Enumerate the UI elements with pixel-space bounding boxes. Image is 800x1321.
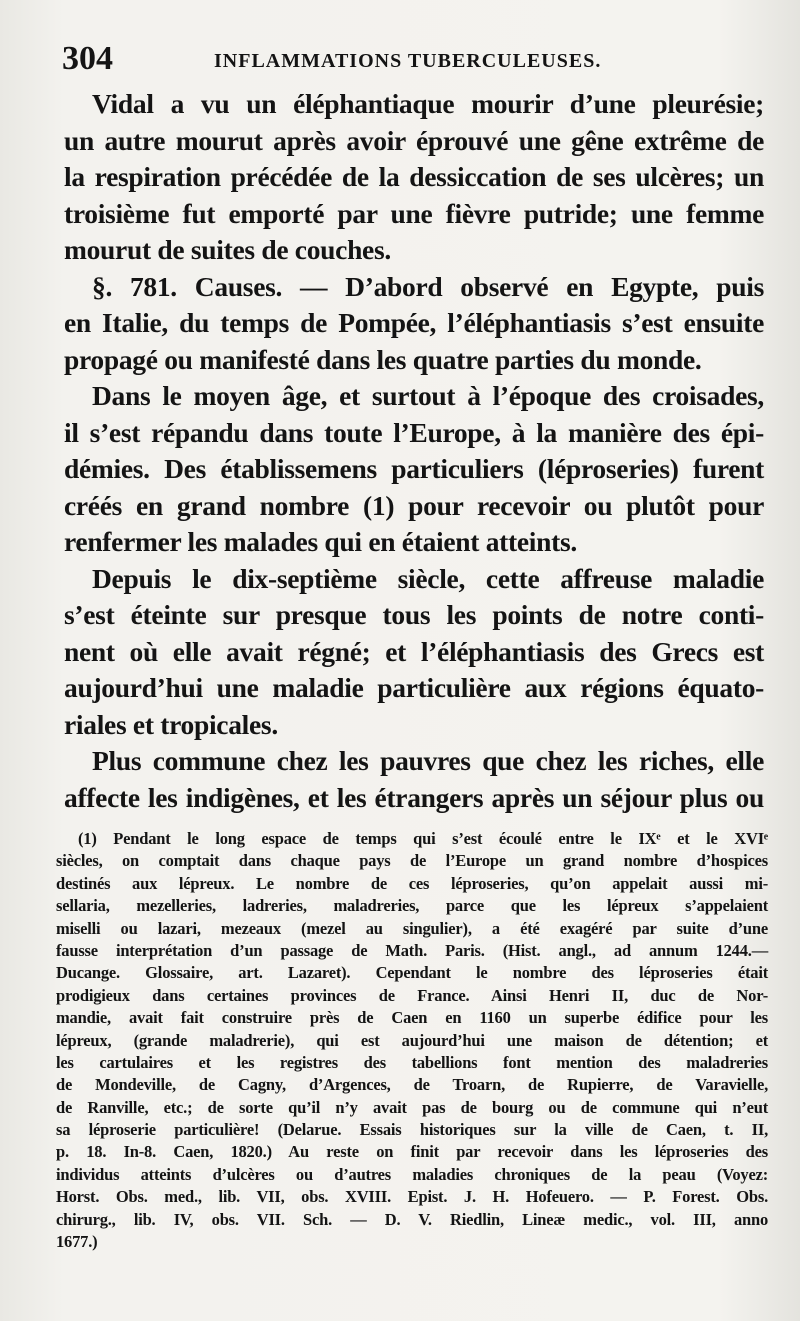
body-line: s’est éteinte sur presque tous les points de notre conti- (64, 599, 764, 630)
footnote-line: miselli ou lazari, mezeaux (mezel au singulier), a été exagéré par suite d’une (56, 918, 768, 938)
body-line: §. 781. Causes. — D’abord observé en Egypte, puis (92, 270, 764, 302)
footnote-line: chirurg., lib. IV, obs. VII. Sch. — D. V. Riedlin, Lineæ medic., vol. III, anno (56, 1209, 768, 1229)
body-line: Plus commune chez les pauvres que chez les riches, elle (92, 745, 764, 776)
footnote-line: individus atteints d’ulcères ou d’autres maladies chroniques de la peau (Voyez: (56, 1164, 768, 1184)
body-line: il s’est répandu dans toute l’Europe, à la manière des épi- (64, 416, 764, 448)
body-line: Vidal a vu un éléphantiaque mourir d’une pleurésie; (92, 88, 764, 119)
footnote-line: Horst. Obs. med., lib. VII, obs. XVIII. Epist. J. H. Hofeuero. — P. Forest. Obs. (56, 1187, 768, 1207)
footnote-line: fausse interprétation d’un passage de Math. Paris. (Hist. angl., ad annum 1244.— (56, 940, 768, 960)
footnote-line: les cartulaires et les registres des tabellions font mention des maladreries (56, 1052, 768, 1072)
body-line: affecte les indigènes, et les étrangers après un séjour plus ou (64, 781, 764, 813)
footnote-line: de Mondeville, de Cagny, d’Argences, de Troarn, de Rupierre, de Varavielle, (56, 1075, 768, 1095)
footnote (56, 828, 768, 1253)
body-line: créés en grand nombre (1) pour recevoir ou plutôt pour (64, 489, 764, 521)
footnote-line: p. 18. In-8. Caen, 1820.) Au reste on finit par recevoir dans les léproseries des (56, 1142, 768, 1162)
page-header (62, 40, 762, 80)
body-line: en Italie, du temps de Pompée, l’éléphantiasis s’est ensuite (64, 307, 764, 338)
body-line: démies. Des établissemens particuliers (léproseries) furent (64, 453, 764, 484)
body-line: propagé ou manifesté dans les quatre parties du monde. (64, 343, 702, 375)
footnote-line: prodigieux dans certaines provinces de France. Ainsi Henri II, duc de Nor- (56, 985, 768, 1005)
body-line: riales et tropicales. (64, 708, 278, 740)
body-line: aujourd’hui une maladie particulière aux régions équato- (64, 672, 764, 703)
body-line: un autre mourut après avoir éprouvé une gêne extrême de (64, 124, 764, 156)
body-line: Dans le moyen âge, et surtout à l’époque des croisades, (92, 380, 764, 411)
body-text (64, 86, 764, 816)
body-line: mourut de suites de couches. (64, 234, 391, 265)
footnote-line: de Ranville, etc.; de sorte qu’il n’y avait pas de bourg ou de commune qui n’eut (56, 1097, 768, 1117)
running-head: INFLAMMATIONS TUBERCULEUSES. (214, 50, 602, 72)
footnote-line: mandie, avait fait construire près de Caen en 1160 un superbe édifice pour les (56, 1008, 768, 1028)
body-line: nent où elle avait régné; et l’éléphantiasis des Grecs est (64, 635, 764, 667)
body-line: renfermer les malades qui en étaient atteints. (64, 526, 577, 557)
footnote-line: sellaria, mezelleries, ladreries, maladreries, parce que les lépreux s’appelaient (56, 896, 768, 916)
footnote-line: lépreux, (grande maladrerie), qui est aujourd’hui une maison de détention; et (56, 1030, 768, 1050)
page-number: 304 (62, 40, 113, 77)
footnote-line: Ducange. Glossaire, art. Lazaret). Cependant le nombre des léproseries était (56, 963, 768, 983)
footnote-line: (1) Pendant le long espace de temps qui s’est écoulé entre le IXᵉ et le XVIᵉ (78, 829, 768, 848)
body-line: la respiration précédée de la dessiccation de ses ulcères; un (64, 161, 764, 192)
footnote-line: siècles, on comptait dans chaque pays de l’Europe un grand nombre d’hospices (56, 851, 768, 871)
footnote-line: sa léproserie particulière! (Delarue. Essais historiques sur la ville de Caen, t. II, (56, 1120, 768, 1140)
footnote-line: 1677.) (56, 1232, 98, 1252)
body-line: Depuis le dix-septième siècle, cette affreuse maladie (92, 562, 764, 594)
footnote-line: destinés aux lépreux. Le nombre de ces léproseries, qu’on appelait aussi mi- (56, 873, 768, 893)
body-line: troisième fut emporté par une fièvre putride; une femme (64, 197, 764, 229)
